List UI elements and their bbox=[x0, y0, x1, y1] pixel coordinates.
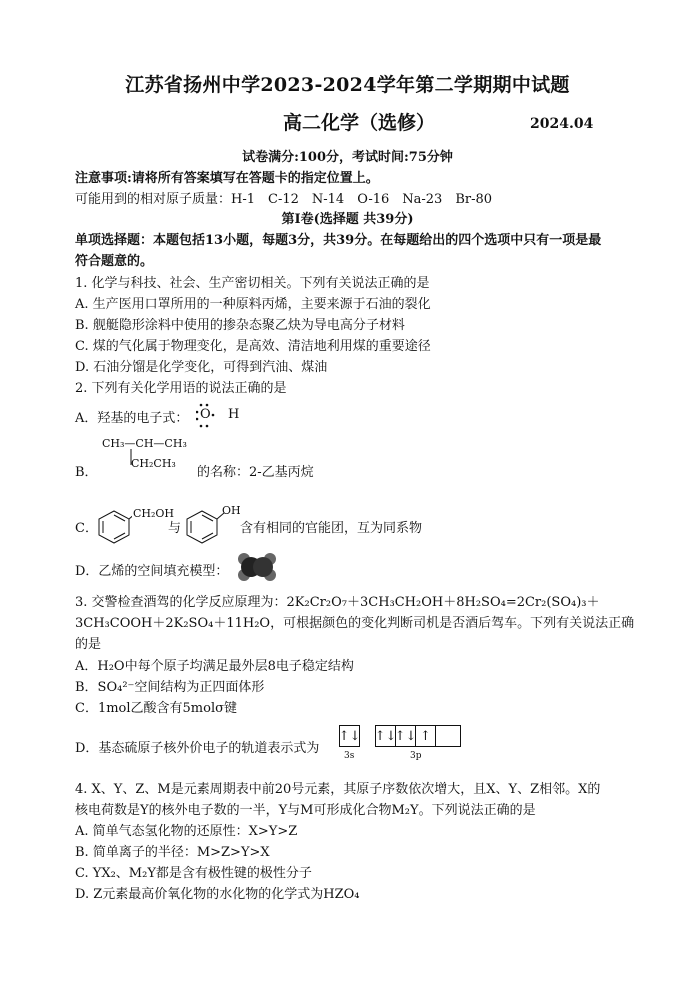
exam-info: 试卷满分:100分，考试时间:75分钟 bbox=[242, 150, 453, 165]
q1-option-c: C. 煤的气化属于物理变化，是高效、清洁地利用煤的重要途径 bbox=[75, 339, 431, 354]
q3-line-2: 3CH₃COOH＋2K₂SO₄＋11H₂O，可根据颜色的变化判断司机是否酒后驾车。下列有关说法正确 bbox=[75, 616, 635, 631]
q2-stem: 2. 下列有关化学用语的说法正确的是 bbox=[75, 381, 287, 396]
q2-c-with: 与 bbox=[168, 521, 182, 536]
q1-option-b: B. 舰艇隐形涂料中使用的掺杂态聚乙炔为导电高分子材料 bbox=[75, 318, 405, 333]
q4-option-d: D. Z元素最高价氧化物的水化物的化学式为HZO₄ bbox=[75, 887, 360, 902]
atomic-masses: 可能用到的相对原子质量：H-1 C-12 N-14 O-16 Na-23 Br-80 bbox=[75, 192, 493, 207]
q2-a-oxygen: O bbox=[200, 407, 211, 422]
exam-title: 江苏省扬州中学2023-2024学年第二学期期中试题 bbox=[125, 74, 570, 96]
q2-option-a-label: A．羟基的电子式： bbox=[75, 411, 189, 426]
q2-option-c-label: C． bbox=[75, 521, 98, 536]
q3-option-b: B．SO₄²⁻空间结构为正四面体形 bbox=[75, 680, 265, 695]
q2-b-main-chain: CH₃—CH—CH₃ bbox=[102, 437, 187, 450]
q3-option-c: C．1mol乙酸含有5molσ键 bbox=[75, 701, 237, 716]
q2-a-hydrogen: H bbox=[228, 407, 240, 422]
benzene-ring-icon bbox=[96, 509, 132, 545]
q4-line-2: 核电荷数是Y的核外电子数的一半，Y与M可形成化合物M₂Y。下列说法正确的是 bbox=[75, 803, 536, 818]
q2-b-branch: CH₂CH₃ bbox=[131, 457, 176, 470]
q2-c-text: 含有相同的官能团，互为同系物 bbox=[240, 521, 423, 536]
section-title: 第I卷(选择题 共39分) bbox=[281, 212, 414, 227]
q4-option-c: C. YX₂、M₂Y都是含有极性键的极性分子 bbox=[75, 866, 312, 881]
ethylene-model-icon bbox=[236, 551, 278, 583]
q3-option-a: A．H₂O中每个原子均满足最外层8电子稳定结构 bbox=[75, 659, 354, 674]
q2-c-oh: OH bbox=[222, 504, 241, 517]
orbital-3p-box bbox=[375, 725, 461, 747]
orbital-3p-label: 3p bbox=[410, 751, 422, 761]
q2-option-b-label: B． bbox=[75, 465, 98, 480]
orbital-3p-cell: ↑ bbox=[416, 726, 436, 746]
orbital-3s-label: 3s bbox=[344, 751, 355, 761]
q1-option-a: A. 生产医用口罩所用的一种原料丙烯，主要来源于石油的裂化 bbox=[75, 297, 431, 312]
q3-line-3: 的是 bbox=[75, 637, 102, 652]
q3-option-d: D．基态硫原子核外价电子的轨道表示式为 bbox=[75, 741, 320, 756]
exam-subtitle: 高二化学（选修） bbox=[283, 112, 436, 134]
q1-stem: 1. 化学与科技、社会、生产密切相关。下列有关说法正确的是 bbox=[75, 276, 430, 291]
orbital-3p-cell bbox=[436, 726, 460, 746]
orbital-3p-cell: ↑↓ bbox=[376, 726, 396, 746]
q2-b-text: 的名称：2-乙基丙烷 bbox=[197, 465, 314, 480]
section-instruction-1: 单项选择题：本题包括13小题，每题3分，共39分。在每题给出的四个选项中只有一项是最 bbox=[75, 233, 602, 248]
q1-option-d: D. 石油分馏是化学变化，可得到汽油、煤油 bbox=[75, 360, 328, 375]
orbital-3s-cell: ↑↓ bbox=[338, 728, 361, 744]
q2-c-ch2oh: CH₂OH bbox=[133, 507, 175, 520]
q4-line-1: 4. X、Y、Z、M是元素周期表中前20号元素，其原子序数依次增大，且X、Y、Z相邻。X的 bbox=[75, 782, 601, 797]
q2-option-d: D．乙烯的空间填充模型： bbox=[75, 564, 229, 579]
orbital-3p-cell: ↑↓ bbox=[396, 726, 416, 746]
q4-option-b: B. 简单离子的半径：M>Z>Y>X bbox=[75, 845, 270, 860]
q3-line-1: 3. 交警检查酒驾的化学反应原理为：2K₂Cr₂O₇＋3CH₃CH₂OH＋8H₂SO₄=2Cr₂(SO₄)₃＋ bbox=[75, 595, 600, 610]
orbital-3s-box bbox=[339, 725, 360, 747]
exam-date: 2024.04 bbox=[530, 116, 594, 132]
q4-option-a: A. 简单气态氢化物的还原性：X>Y>Z bbox=[75, 824, 298, 839]
notice: 注意事项:请将所有答案填写在答题卡的指定位置上。 bbox=[75, 171, 379, 186]
section-instruction-2: 符合题意的。 bbox=[75, 254, 154, 269]
